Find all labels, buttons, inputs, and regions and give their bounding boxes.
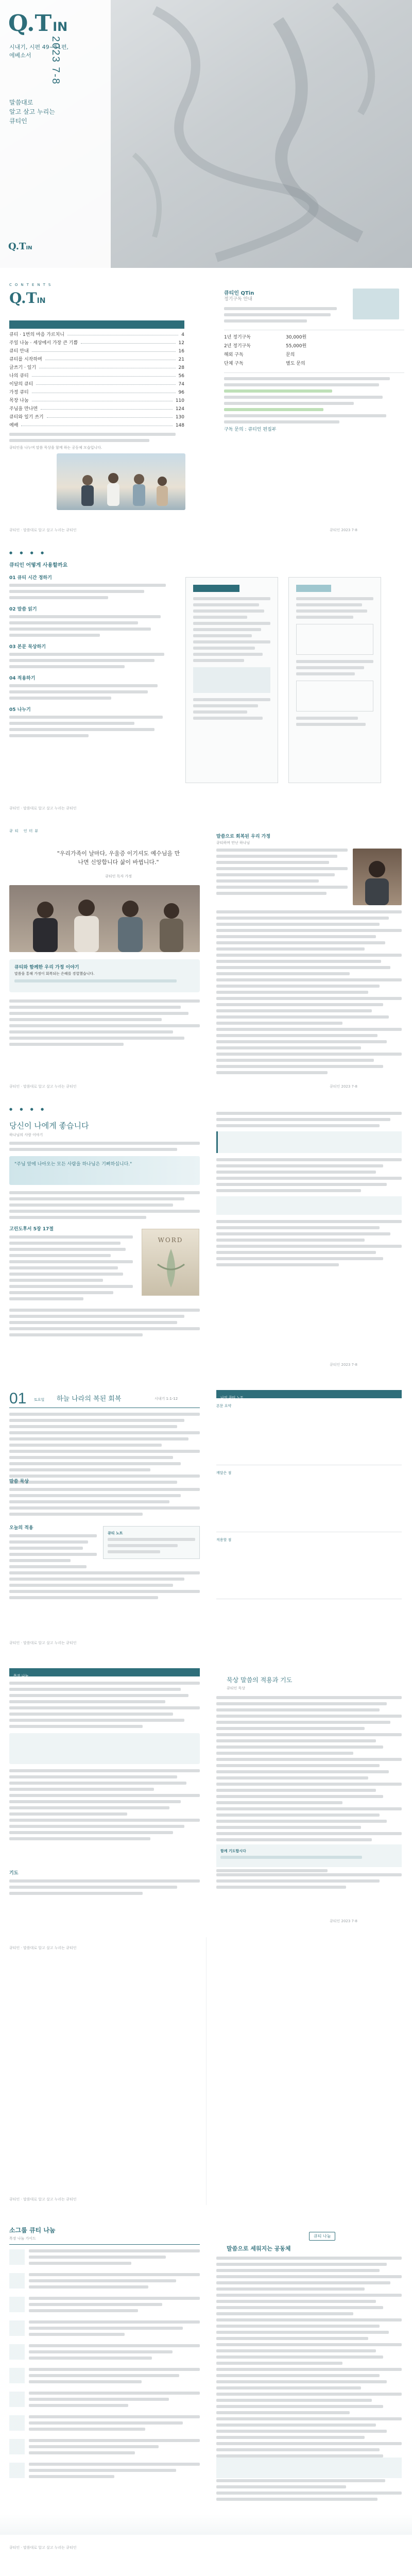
daily-right-label: 깨달은 점 <box>216 1471 232 1475</box>
page-footer: 큐티인 2023 7-8 <box>330 528 357 532</box>
daily-right-header <box>216 1390 402 1398</box>
interview-quote: "우리가족이 날마다, 우울증 이기셔도 예수님을 만나면 신앙합니다 삶이 바뀝니다." <box>57 850 180 866</box>
spread-gutter <box>206 1937 207 2205</box>
interview-byline: 큐티인 독자 가정 <box>105 874 132 878</box>
group-row <box>9 2439 200 2458</box>
daily-section-label: 큐티 노트 <box>108 1531 123 1535</box>
guide-step-num: 04 <box>9 676 16 681</box>
essay-body-top <box>9 1191 200 1222</box>
bottom-strip <box>0 2514 412 2576</box>
cover-logo-mark: Q.T <box>8 10 52 37</box>
subscription-row-label: 단체 구독 <box>224 361 244 366</box>
contents-item-page: 124 <box>175 406 184 412</box>
guide-step-title: 본문 묵상하기 <box>17 645 46 650</box>
interview-left-text <box>9 999 200 1049</box>
daily-right-heading: 나의 큐티 노트 <box>220 1396 244 1400</box>
group-list <box>9 2249 200 2486</box>
daily-reference: 시내기 1:1-12 <box>154 1397 178 1401</box>
subscription-row-value: 55,000원 <box>286 344 307 349</box>
contents-item[interactable] <box>9 381 184 388</box>
contents-header-bar <box>9 320 184 329</box>
page-footer: 큐티인 2023 7-8 <box>330 1919 357 1923</box>
cover-subtitle <box>9 43 68 60</box>
page-footer: 큐티인 · 말씀대로 알고 살고 누리는 큐티인 <box>9 1946 77 1950</box>
essay-subtitle: 하나님의 사랑 이야기 <box>9 1133 43 1137</box>
contents-item-page: 130 <box>175 415 184 420</box>
interview-box-text: 말씀을 통해 가정이 회복되는 은혜를 경험했습니다. <box>14 972 95 976</box>
subscription-subheading: 정기구독 안내 <box>224 297 253 302</box>
essay-book-title: WORD <box>158 1236 183 1244</box>
guide-step-title: 큐티 시간 정하기 <box>17 575 52 581</box>
group-row <box>9 2415 200 2434</box>
contents-item[interactable] <box>9 365 184 371</box>
contents-item-label: 가정 큐티 <box>9 390 29 395</box>
daily-writing-area[interactable] <box>216 1476 402 1532</box>
guide-sample-page-left <box>185 577 278 783</box>
essay-body-mid <box>9 1235 133 1303</box>
daily-note-box <box>103 1526 200 1559</box>
notes-page <box>0 1659 412 1927</box>
essay-right-callout <box>216 1131 402 1153</box>
daily-right-label: 본문 요약 <box>216 1404 232 1408</box>
group-right-callout <box>216 2458 402 2478</box>
contents-item-page: 21 <box>178 357 184 362</box>
daily-right-label: 적용할 점 <box>216 1538 232 1542</box>
contents-item[interactable] <box>9 332 184 338</box>
group-right-title: 말씀으로 세워지는 공동체 <box>227 2245 291 2252</box>
contents-item[interactable] <box>9 398 184 404</box>
essay-quote: "주님 앞에 나아오는 모든 사람을 하나님은 기뻐하십니다." <box>14 1162 132 1167</box>
contents-item-label: 큐티를 시작하며 <box>9 357 42 362</box>
group-row <box>9 2368 200 2386</box>
daily-day: 토요일 <box>34 1398 45 1402</box>
essay-book-art <box>142 1244 200 1290</box>
cover-logo <box>8 10 67 37</box>
contents-item-label: 큐티와 일기 쓰기 <box>9 415 44 420</box>
page-footer: 큐티인 · 말씀대로 알고 살고 누리는 큐티인 <box>9 1641 77 1645</box>
guide-step <box>9 707 174 737</box>
group-row <box>9 2297 200 2315</box>
guide-step-num: 01 <box>9 575 16 581</box>
contents-logo <box>9 290 46 307</box>
contents-item[interactable] <box>9 373 184 380</box>
notes-left-heading: 목장 나눔 <box>13 1674 29 1678</box>
contents-item[interactable] <box>9 357 184 363</box>
daily-section-label: 오늘의 적용 <box>9 1526 33 1531</box>
contents-item-page: 16 <box>178 349 184 354</box>
notes-right-body-bottom <box>216 1873 402 1892</box>
contents-logo-suffix: IN <box>37 297 46 305</box>
contents-item-page: 74 <box>178 382 184 387</box>
daily-section-label: 말씀 묵상 <box>9 1479 29 1484</box>
page-footer: 큐티인 · 말씀대로 알고 살고 누리는 큐티인 <box>9 1084 77 1089</box>
page-footer: 큐티인 2023 7-8 <box>330 1363 357 1367</box>
guide-step-num: 05 <box>9 707 16 713</box>
essay-intro <box>9 1142 200 1154</box>
cover-bottom-logo-suffix: IN <box>26 245 32 251</box>
interview-right-column <box>216 834 402 1077</box>
contents-item-page: 12 <box>178 341 184 346</box>
group-row <box>9 2273 200 2292</box>
group-row <box>9 2320 200 2339</box>
group-chip: 큐티 나눔 <box>309 2232 335 2241</box>
subscription-row-value: 30,000원 <box>286 335 307 340</box>
interview-label: 큐티 인터뷰 <box>9 829 41 833</box>
contents-item-label: 예배 <box>9 423 19 428</box>
group-right-chip <box>309 2230 335 2241</box>
guide-steps <box>9 575 174 740</box>
contents-item-label: 큐티 안내 <box>9 349 29 354</box>
page-footer: 큐티인 · 말씀대로 알고 살고 누리는 큐티인 <box>9 806 77 810</box>
daily-body-bottom <box>9 1571 200 1602</box>
cover-page <box>0 0 412 268</box>
cover-bottom-logo-mark: Q.T <box>8 241 26 252</box>
notes-left-header <box>9 1668 200 1676</box>
contents-item-page: 56 <box>178 374 184 379</box>
contents-caption: 큐티인을 나누며 말씀 묵상을 함께 하는 공동체 모습입니다. <box>9 446 102 450</box>
group-page <box>0 2215 412 2504</box>
cover-tagline-line: 말씀대로 <box>9 99 33 106</box>
notes-left-prayer <box>9 1879 200 1898</box>
group-row <box>9 2463 200 2481</box>
cover-subtitle-line: 에베소서 <box>9 52 31 59</box>
cover-bottom-logo <box>8 241 32 252</box>
contents-item[interactable] <box>9 414 184 421</box>
subscription-panel <box>224 289 404 433</box>
subscription-row <box>224 352 404 359</box>
daily-body <box>9 1413 200 1487</box>
essay-dots: ● ● ● ● <box>9 1107 47 1111</box>
cover-texture <box>0 0 412 268</box>
cover-tagline-line: 큐티인 <box>9 117 27 125</box>
contents-label: CONTENTS <box>9 283 54 287</box>
contents-item-label: 큐티 · 1번의 마음 가르치니 <box>9 332 64 337</box>
contents-item-page: 96 <box>178 390 184 395</box>
daily-application <box>9 1534 97 1571</box>
contents-item-label: 글쓰기 · 일기 <box>9 365 37 370</box>
group-row <box>9 2392 200 2410</box>
subscription-row-label: 1년 정기구독 <box>224 335 251 340</box>
group-row <box>9 2344 200 2363</box>
contents-item-label: 나의 큐티 <box>9 374 29 379</box>
contents-item-page: 110 <box>175 398 184 403</box>
contents-item-page: 28 <box>178 365 184 370</box>
daily-page <box>0 1381 412 1649</box>
group-sublabel: 목장 나눔 가이드 <box>9 2236 36 2241</box>
interview-highlight-box <box>9 959 200 992</box>
cover-tagline-line: 알고 살고 누리는 <box>9 108 55 115</box>
interview-page <box>0 824 412 1092</box>
contents-item-page: 4 <box>181 332 184 337</box>
contents-item[interactable] <box>9 340 184 347</box>
guide-step-num: 02 <box>9 607 16 612</box>
subscription-row-label: 2년 정기구독 <box>224 344 251 349</box>
daily-num: 01 <box>9 1390 27 1407</box>
subscription-heading: 큐티인 QTin <box>224 291 254 296</box>
essay-quote-box <box>9 1156 200 1185</box>
contents-item-label: 주님을 만나면 <box>9 406 38 412</box>
contents-photo-people <box>57 453 185 510</box>
contents-list <box>9 332 184 431</box>
notes-left-body <box>9 1682 200 1843</box>
page-footer: 큐티인 · 말씀대로 알고 살고 누리는 큐티인 <box>9 528 77 532</box>
notes-right-heading: 묵상 말씀의 적용과 기도 <box>227 1676 293 1684</box>
guide-step-title: 나누기 <box>17 707 31 713</box>
contents-item[interactable] <box>9 389 184 396</box>
guide-step-title: 적용하기 <box>17 676 36 681</box>
contents-logo-mark: Q.T <box>9 290 37 307</box>
cover-logo-suffix: IN <box>53 20 68 34</box>
subscription-row-value: 별도 문의 <box>286 361 305 366</box>
guide-dots: ● ● ● ● <box>9 551 47 555</box>
essay-book-cover <box>142 1229 199 1296</box>
contents-item[interactable] <box>9 348 184 355</box>
essay-right-column <box>216 1112 402 1269</box>
blank-page <box>0 1937 412 2205</box>
interview-right-subtitle: 큐티하며 만난 하나님 <box>216 841 250 845</box>
contents-caption-block <box>9 433 184 450</box>
subscription-row <box>224 334 404 341</box>
guide-page <box>0 546 412 814</box>
subscription-row-label: 해외 구독 <box>224 352 244 358</box>
guide-step <box>9 575 174 599</box>
guide-step-num: 03 <box>9 645 16 650</box>
page-footer: 큐티인 2023 7-8 <box>330 1084 357 1089</box>
notes-left-callout <box>9 1733 200 1764</box>
interview-box-title: 큐티와 함께한 우리 가정 이야기 <box>14 965 79 970</box>
daily-writing-area[interactable] <box>216 1543 402 1599</box>
interview-right-title: 말씀으로 회복된 우리 가정 <box>216 834 271 839</box>
subscription-row <box>224 361 404 367</box>
guide-label: 큐티인 어떻게 사용할까요 <box>9 563 68 568</box>
contents-item[interactable] <box>9 406 184 413</box>
contents-item[interactable] <box>9 422 184 429</box>
guide-step <box>9 675 174 700</box>
group-heading: 소그룹 큐티 나눔 <box>9 2227 56 2234</box>
daily-meditation <box>9 1488 200 1519</box>
essay-body-bottom <box>9 1309 200 1340</box>
subscription-qr <box>353 289 399 319</box>
interview-photo-people <box>9 885 200 952</box>
interview-portrait <box>353 849 402 905</box>
cover-tagline <box>9 98 55 126</box>
contents-item-label: 주일 나눔 · 세상에서 가장 큰 기쁨 <box>9 341 78 346</box>
notes-right-callout <box>216 1844 402 1867</box>
subscription-row <box>224 343 404 350</box>
guide-step-title: 말씀 읽기 <box>17 607 37 612</box>
daily-right-form <box>216 1403 402 1599</box>
guide-step <box>9 644 174 668</box>
guide-sample-page-right <box>288 577 381 783</box>
contents-item-page: 148 <box>175 423 184 428</box>
group-row <box>9 2249 200 2268</box>
page-footer: 큐티인 · 말씀대로 알고 살고 누리는 큐티인 <box>9 2546 77 2550</box>
cover-date: 2023 7-8 <box>50 36 61 85</box>
bottom-fade <box>0 2514 412 2535</box>
essay-title: 당신이 나에게 좋습니다 <box>9 1121 89 1130</box>
notes-right-subtitle: 큐티인 묵상 <box>227 1686 246 1690</box>
essay-page <box>0 1103 412 1370</box>
guide-step <box>9 606 174 637</box>
essay-section-heading: 고린도후서 5장 17절 <box>9 1227 54 1232</box>
subscription-note: 구독 문의 : 큐티인 편집부 <box>224 427 277 432</box>
essay-right-callout <box>216 1196 402 1215</box>
contents-item-label: 이달의 큐티 <box>9 382 33 387</box>
contents-photo <box>57 453 185 510</box>
contents-page <box>0 278 412 536</box>
cover-subtitle-line: 시내기, 시편 49~51편, <box>9 44 68 50</box>
interview-photo <box>9 885 200 952</box>
daily-writing-area[interactable] <box>216 1409 402 1465</box>
contents-item-label: 목장 나눔 <box>9 398 29 403</box>
notes-left-caption: 기도 <box>9 1871 19 1876</box>
subscription-row-value: 문의 <box>286 352 295 358</box>
notes-right-caption: 함께 기도합시다 <box>220 1849 246 1853</box>
page-footer: 큐티인 · 말씀대로 알고 살고 누리는 큐티인 <box>9 2197 77 2201</box>
daily-title: 하늘 나라의 복된 회복 <box>57 1395 122 1403</box>
